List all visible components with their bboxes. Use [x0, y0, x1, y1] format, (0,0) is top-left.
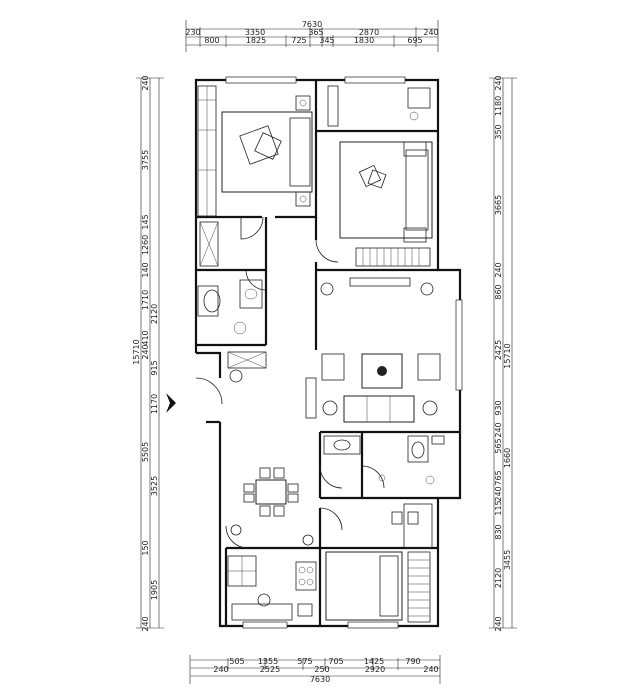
right-total-dim: 15710 — [503, 343, 512, 369]
right-dim: 240 — [494, 262, 503, 278]
right-dim: 765 — [494, 470, 503, 486]
bottom-dim: 790 — [405, 657, 421, 666]
bottom-dim: 2920 — [364, 665, 386, 674]
top-dim: 3350 — [244, 28, 266, 37]
bottom-total-dim: 7630 — [309, 675, 331, 684]
living-room — [306, 278, 440, 422]
top-total-dim: 7630 — [301, 20, 323, 29]
bed-bottom — [326, 552, 402, 620]
left-dim: 410 — [141, 330, 150, 346]
left-dim: 240 — [141, 344, 150, 360]
bottom-dimensions — [190, 655, 440, 684]
right-dim: 240 — [494, 422, 503, 438]
dining-area — [231, 468, 313, 545]
right-dim: 565 — [494, 438, 503, 454]
bathroom-right — [324, 436, 444, 484]
window-bottom-left — [243, 622, 287, 628]
right-dim: 830 — [494, 524, 503, 540]
window-top-right — [345, 77, 405, 83]
top-dim: 345 — [319, 36, 335, 45]
top-dim: 725 — [291, 36, 307, 45]
top-dim: 1825 — [245, 36, 267, 45]
left-dim: 2120 — [150, 303, 159, 325]
sofa — [344, 396, 414, 422]
left-dim: 5505 — [141, 441, 150, 463]
right-dim: 2120 — [494, 567, 503, 589]
left-dim: 3525 — [150, 475, 159, 497]
top-dim: 2870 — [358, 28, 380, 37]
right-dim: 240 — [494, 486, 503, 502]
left-dim: 915 — [150, 360, 159, 376]
right-dim: 860 — [494, 284, 503, 300]
left-dim: 1905 — [150, 579, 159, 601]
top-dim: 695 — [407, 36, 423, 45]
right-dim: 240 — [494, 75, 503, 91]
left-dim: 1260 — [141, 234, 150, 256]
bottom-dim: 240 — [423, 665, 439, 674]
bottom-dim: 2525 — [259, 665, 281, 674]
bottom-dim: 505 — [229, 657, 245, 666]
right-dim: 1180 — [494, 95, 503, 117]
top-dim: 365 — [308, 28, 324, 37]
bathroom-left — [198, 222, 266, 382]
dining-table — [256, 480, 286, 504]
top-dim: 800 — [204, 36, 220, 45]
top-dim: 230 — [185, 28, 201, 37]
right-dim: 350 — [494, 124, 503, 140]
bottom-dim: 250 — [314, 665, 330, 674]
window-bottom-right — [348, 622, 398, 628]
right-dim: 930 — [494, 400, 503, 416]
exterior-walls — [196, 77, 462, 628]
left-dim: 150 — [141, 540, 150, 556]
left-dim: 240 — [141, 75, 150, 91]
window-right — [456, 300, 462, 390]
second-bedroom — [328, 86, 432, 266]
right-dim: 115 — [494, 500, 503, 516]
left-dim: 1710 — [141, 289, 150, 311]
left-dim: 1170 — [150, 393, 159, 415]
left-dimensions — [132, 75, 164, 631]
left-dim: 3755 — [141, 149, 150, 171]
top-dimensions — [185, 20, 438, 52]
entrance-arrow-icon — [166, 393, 176, 413]
bottom-dim: 1425 — [363, 657, 385, 666]
right-dim: 3665 — [494, 194, 503, 216]
left-total-dim: 15710 — [132, 339, 141, 365]
double-bed — [222, 112, 312, 192]
top-dim: 240 — [423, 28, 439, 37]
left-dim: 240 — [141, 616, 150, 632]
bottom-dim: 575 — [297, 657, 313, 666]
right-dim: 240 — [494, 616, 503, 632]
left-dim: 140 — [141, 262, 150, 278]
right-dim: 1660 — [503, 447, 512, 469]
master-bedroom — [198, 86, 312, 216]
bottom-dim: 705 — [328, 657, 344, 666]
kitchen — [228, 556, 316, 620]
right-dim: 2425 — [494, 339, 503, 361]
left-dim: 145 — [141, 214, 150, 230]
third-bedroom — [326, 504, 432, 622]
right-dim: 3455 — [503, 549, 512, 571]
top-dim: 1830 — [353, 36, 375, 45]
bottom-dim: 1355 — [257, 657, 279, 666]
window-top-left — [226, 77, 296, 83]
bottom-dim: 240 — [213, 665, 229, 674]
right-dimensions — [489, 75, 517, 631]
